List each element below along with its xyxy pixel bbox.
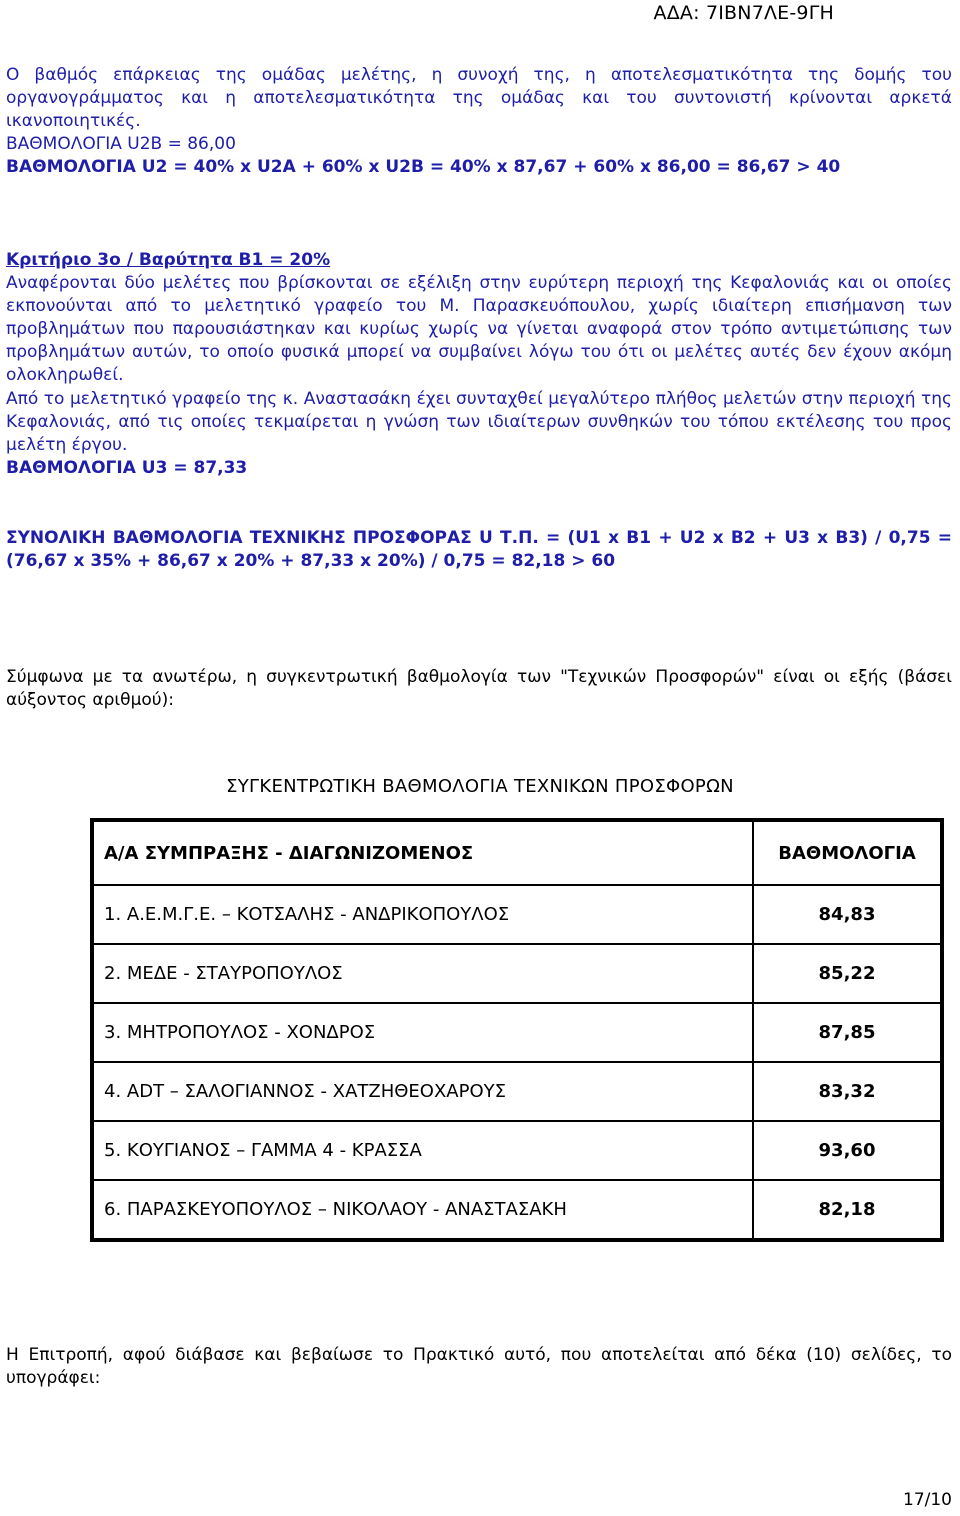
contestant-name: 5. ΚΟΥΓΙΑΝΟΣ – ΓΑΜΜΑ 4 - ΚΡΑΣΣΑ xyxy=(92,1121,753,1180)
column-header-score: ΒΑΘΜΟΛΟΓΙΑ xyxy=(753,820,942,885)
table-row xyxy=(92,885,942,944)
table-row xyxy=(92,1180,942,1240)
closing-statement: Η Επιτροπή, αφού διάβασε και βεβαίωσε το Πρακτικό αυτό, που αποτελείται από δέκα (10) σελίδες, το υπογράφει: xyxy=(6,1345,952,1388)
criterion-3-body-2: Από το μελετητικό γραφείο της κ. Αναστασάκη έχει συνταχθεί μεγαλύτερο πλήθος μελετών στην περιοχή της Κεφαλονιάς, από τις οποίες τεκμαίρεται η γνώση των ιδιαίτερων συνθηκών του τόπου εκτέλεσης του προς μελέτη έργου. xyxy=(6,389,952,455)
table-row xyxy=(92,1062,942,1121)
contestant-score: 87,85 xyxy=(753,1003,942,1062)
contestant-name: 2. ΜΕΔΕ - ΣΤΑΥΡΟΠΟΥΛΟΣ xyxy=(92,944,753,1003)
summary-table-title: ΣΥΓΚΕΝΤΡΩΤΙΚΗ ΒΑΘΜΟΛΟΓΙΑ ΤΕΧΝΙΚΩΝ ΠΡΟΣΦΟΡΩΝ xyxy=(226,776,734,797)
table-row xyxy=(92,944,942,1003)
score-u2b: ΒΑΘΜΟΛΟΓΙΑ U2B = 86,00 xyxy=(6,134,236,154)
document-ada-code: ΑΔΑ: 7ΙΒΝ7ΛΕ-9ΓΗ xyxy=(653,2,834,24)
score-u3: ΒΑΘΜΟΛΟΓΙΑ U3 = 87,33 xyxy=(6,458,248,478)
score-u2: ΒΑΘΜΟΛΟΓΙΑ U2 = 40% x U2A + 60% x U2B = 40% x 87,67 + 60% x 86,00 = 86,67 > 40 xyxy=(6,157,841,177)
scores-table xyxy=(90,818,944,1242)
contestant-score: 82,18 xyxy=(753,1180,942,1240)
contestant-name: 1. Α.Ε.Μ.Γ.Ε. – ΚΟΤΣΑΛΗΣ - ΑΝΔΡΙΚΟΠΟΥΛΟΣ xyxy=(92,885,753,944)
page-number: 17/10 xyxy=(903,1490,952,1510)
team-adequacy-paragraph: Ο βαθμός επάρκειας της ομάδας μελέτης, η συνοχή της, η αποτελεσματικότητα της δομής του οργανογράμματος και η αποτελεσματικότητα της ομάδας και του συντονιστή κρίνονται αρκετά ικανοποιητικές. xyxy=(6,65,952,131)
contestant-score: 93,60 xyxy=(753,1121,942,1180)
criterion-3-body-1: Αναφέρονται δύο μελέτες που βρίσκονται σε εξέλιξη στην ευρύτερη περιοχή της Κεφαλονιάς και οι οποίες εκπονούνται από το μελετητικό γραφείο του Μ. Παρασκευόπουλου, χωρίς ιδιαίτερη επισήμανση των προβλημάτων που παρουσιάστηκαν και κυρίως χωρίς να γίνεται αναφορά στον τρόπο αντιμετώπισης των προβλημάτων αυτών, το οποίο φυσικά μπορεί να συμβαίνει λόγω του ότι οι μελέτες αυτές δεν έχουν ακόμη ολοκληρωθεί. xyxy=(6,273,952,385)
column-header-contestant: Α/Α ΣΥΜΠΡΑΞΗΣ - ΔΙΑΓΩΝΙΖΟΜΕΝΟΣ xyxy=(92,820,753,885)
total-technical-score: ΣΥΝΟΛΙΚΗ ΒΑΘΜΟΛΟΓΙΑ ΤΕΧΝΙΚΗΣ ΠΡΟΣΦΟΡΑΣ U Τ.Π. = (U1 x B1 + U2 x B2 + U3 x B3) / 0,75 = (76,67 x 35% + 86,67 x 20% + 87,33 x 20%) / 0,75 = 82,18 > 60 xyxy=(6,528,952,571)
contestant-name: 6. ΠΑΡΑΣΚΕΥΟΠΟΥΛΟΣ – ΝΙΚΟΛΑΟΥ - ΑΝΑΣΤΑΣΑΚΗ xyxy=(92,1180,753,1240)
contestant-score: 85,22 xyxy=(753,944,942,1003)
summary-intro: Σύμφωνα με τα ανωτέρω, η συγκεντρωτική βαθμολογία των "Τεχνικών Προσφορών" είναι οι εξής (βάσει αύξοντος αριθμού): xyxy=(6,667,952,710)
table-row xyxy=(92,1003,942,1062)
contestant-name: 3. ΜΗΤΡΟΠΟΥΛΟΣ - ΧΟΝΔΡΟΣ xyxy=(92,1003,753,1062)
table-row xyxy=(92,1121,942,1180)
contestant-score: 83,32 xyxy=(753,1062,942,1121)
table-header-row xyxy=(92,820,942,885)
contestant-score: 84,83 xyxy=(753,885,942,944)
criterion-3-heading: Κριτήριο 3ο / Βαρύτητα Β1 = 20% xyxy=(6,250,331,270)
contestant-name: 4. ADT – ΣΑΛΟΓΙΑΝΝΟΣ - ΧΑΤΖΗΘΕΟΧΑΡΟΥΣ xyxy=(92,1062,753,1121)
